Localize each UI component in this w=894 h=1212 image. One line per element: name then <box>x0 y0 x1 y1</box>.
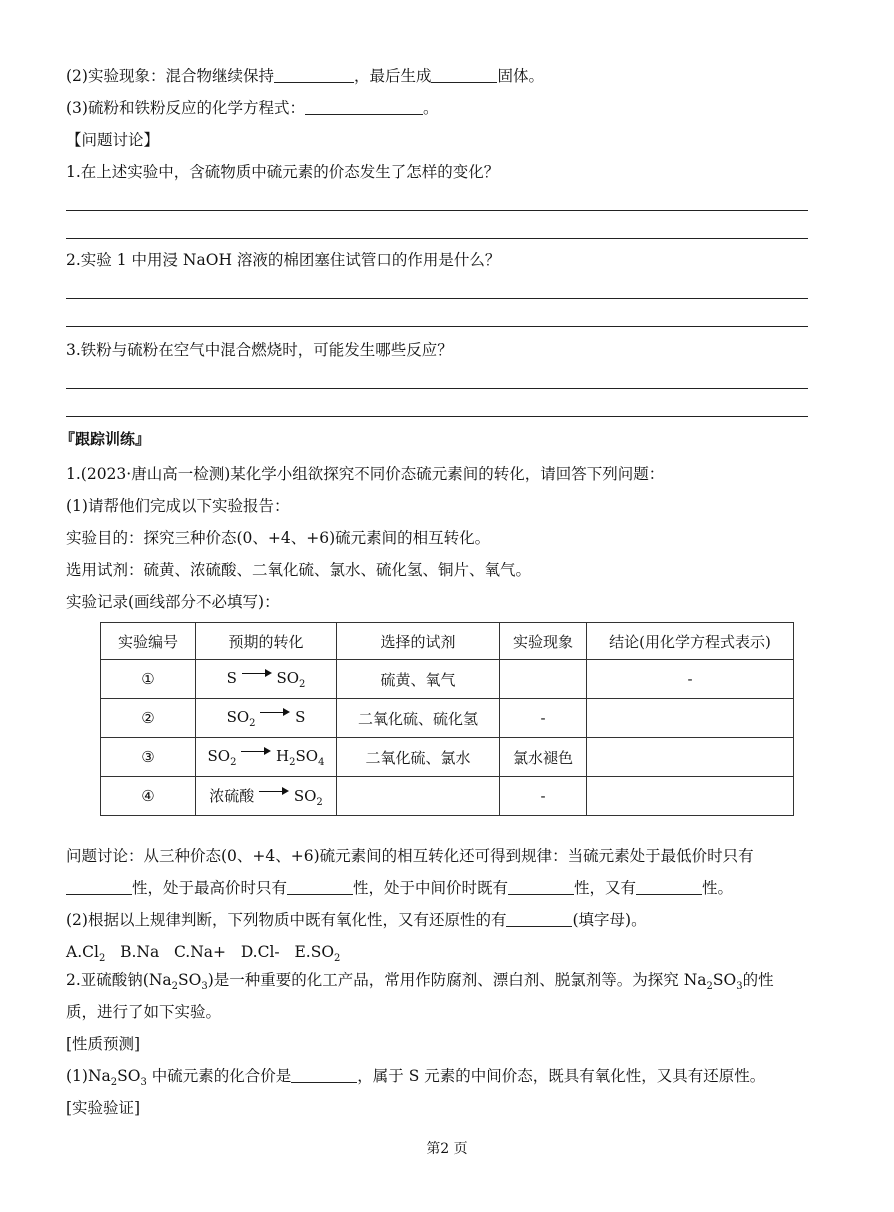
answer-blank <box>508 878 574 895</box>
rule-text-e: 性。 <box>702 879 734 897</box>
subscript: 2 <box>706 981 713 993</box>
conclusion-cell <box>587 699 794 738</box>
transformation <box>196 699 337 738</box>
discussion-question-3: 3.铁粉与硫粉在空气中混合燃烧时，可能发生哪些反应？ <box>66 341 453 359</box>
question-2-intro-line2: 质，进行了如下实验。 <box>66 1003 222 1021</box>
pp-text-a: (1)Na <box>66 1067 111 1085</box>
conclusion-cell: - <box>587 660 794 699</box>
from-species: SO <box>207 746 231 765</box>
answer-blank <box>506 910 572 927</box>
experiment-record: 实验记录(画线部分不必填写)： <box>66 593 280 611</box>
p2-text-c: )是一种重要的化工产品，常用作防腐剂、漂白剂、脱氯剂等。为探究 Na <box>207 971 707 989</box>
table-row <box>101 738 794 777</box>
reagent-cell: 二氧化硫、氯水 <box>337 738 500 777</box>
sub2-text: (2)根据以上规律判断，下列物质中既有氧化性，又有还原性的有 <box>66 911 507 929</box>
rule-text-b: 性，处于最高价时只有 <box>132 879 288 897</box>
table-header-row <box>101 623 794 660</box>
phenomenon-cell: - <box>500 699 587 738</box>
from-species: 浓硫酸 <box>209 786 255 805</box>
subscript: 3 <box>140 1077 147 1089</box>
option-e: E.SO <box>294 943 335 961</box>
phenomenon-cell <box>500 660 587 699</box>
row-number: ④ <box>101 777 196 816</box>
answer-blank <box>305 98 423 115</box>
conclusion-cell <box>587 777 794 816</box>
reagent-cell: 硫黄、氧气 <box>337 660 500 699</box>
answer-blank <box>431 66 497 83</box>
table-header: 实验编号 <box>101 623 196 660</box>
subscript: 2 <box>171 981 179 993</box>
p2-text-a: 2.亚硫酸钠(Na <box>66 971 172 989</box>
p2-text-e: 的性 <box>742 971 774 989</box>
option-b: B.Na <box>120 943 160 961</box>
experiment-purpose: 实验目的：探究三种价态(0、+4、+6)硫元素间的相互转化。 <box>66 529 491 547</box>
predict-heading: [性质预测] <box>66 1035 141 1053</box>
pp-text-c: 中硫元素的化合价是 <box>146 1067 292 1085</box>
answer-line <box>66 298 808 299</box>
p2-text-b: SO <box>178 971 202 989</box>
to-species-tail: SO <box>295 746 319 765</box>
answer-blank <box>287 878 353 895</box>
table-row <box>101 699 794 738</box>
reagent-cell: 二氧化硫、硫化氢 <box>337 699 500 738</box>
phenomenon-cell: - <box>500 777 587 816</box>
to-species: H <box>276 746 290 765</box>
subscript: 4 <box>318 756 325 768</box>
phenomenon-cell: 氯水褪色 <box>500 738 587 777</box>
table-header: 结论(用化学方程式表示) <box>587 623 794 660</box>
subscript: 2 <box>299 678 306 690</box>
arrow-icon <box>242 669 272 679</box>
rule-discussion-line-2 <box>66 878 733 898</box>
transformation <box>196 660 337 699</box>
pp-text-b: SO <box>117 1067 141 1085</box>
q3-text-b: 。 <box>422 99 439 117</box>
options-line <box>66 942 340 969</box>
reagent-cell <box>337 777 500 816</box>
discussion-question-1: 1.在上述实验中，含硫物质中硫元素的价态发生了怎样的变化？ <box>66 163 500 181</box>
option-d: D.Cl- <box>240 943 280 961</box>
verify-heading: [实验验证] <box>66 1099 141 1117</box>
p2-text-d: SO <box>712 971 737 989</box>
option-a: A.Cl <box>66 943 99 961</box>
subscript: 2 <box>334 953 341 965</box>
answer-blank <box>274 66 354 83</box>
row-number: ② <box>101 699 196 738</box>
answer-line <box>66 238 808 239</box>
discussion-heading: 【问题讨论】 <box>66 131 160 149</box>
training-sub-1: (1)请帮他们完成以下实验报告： <box>66 497 290 515</box>
table-header: 实验现象 <box>500 623 587 660</box>
discussion-question-2: 2.实验 1 中用浸 NaOH 溶液的棉团塞住试管口的作用是什么？ <box>66 251 501 269</box>
question-3-line <box>66 98 438 118</box>
answer-blank <box>66 878 132 895</box>
answer-blank <box>291 1066 357 1083</box>
subscript: 2 <box>249 717 256 729</box>
subscript: 2 <box>316 796 323 808</box>
pp-text-d: ，属于 S 元素的中间价态，既具有氧化性，又具有还原性。 <box>357 1067 766 1085</box>
predict-question-1 <box>66 1066 765 1093</box>
subscript: 2 <box>230 756 237 768</box>
answer-line <box>66 416 808 417</box>
subscript: 2 <box>110 1077 118 1089</box>
transformation <box>196 777 337 816</box>
answer-line <box>66 210 808 211</box>
rule-discussion-line-1: 问题讨论：从三种价态(0、+4、+6)硫元素间的相互转化还可得到规律：当硫元素处于最低价时只有 <box>66 847 754 865</box>
transformation <box>196 738 337 777</box>
training-question-1: 1.(2023·唐山高一检测)某化学小组欲探究不同价态硫元素间的转化，请回答下列问题： <box>66 465 665 483</box>
subscript: 3 <box>201 981 208 993</box>
to-species: S <box>295 707 306 726</box>
row-number: ③ <box>101 738 196 777</box>
q2-text-b: ，最后生成 <box>353 67 432 85</box>
rule-text-d: 性，又有 <box>574 879 637 897</box>
subscript: 3 <box>736 981 743 993</box>
question-2-intro <box>66 970 774 997</box>
table-header: 预期的转化 <box>196 623 337 660</box>
option-c: C.Na+ <box>174 943 227 961</box>
experiment-table <box>100 622 794 816</box>
experiment-reagents: 选用试剂：硫黄、浓硫酸、二氧化硫、氯水、硫化氢、铜片、氧气。 <box>66 561 532 579</box>
arrow-icon <box>259 787 289 797</box>
q2-text: (2)实验现象：混合物继续保持 <box>66 67 274 85</box>
conclusion-cell <box>587 738 794 777</box>
q3-text: (3)硫粉和铁粉反应的化学方程式： <box>66 99 305 117</box>
training-sub-2 <box>66 910 647 930</box>
subscript: 2 <box>98 953 106 965</box>
subscript: 2 <box>289 756 296 768</box>
row-number: ① <box>101 660 196 699</box>
arrow-icon <box>241 747 271 757</box>
answer-blank <box>636 878 702 895</box>
from-species: SO <box>226 707 250 726</box>
answer-line <box>66 388 808 389</box>
answer-line <box>66 326 808 327</box>
arrow-icon <box>260 708 290 718</box>
to-species: SO <box>293 786 317 805</box>
from-species: S <box>226 668 237 687</box>
table-row <box>101 660 794 699</box>
table-row <box>101 777 794 816</box>
sub2-text-b: (填字母)。 <box>572 911 647 929</box>
question-2-line <box>66 66 544 86</box>
page-footer: 第2 页 <box>426 1141 468 1157</box>
training-tag: 『跟踪训练』 <box>60 430 151 448</box>
q2-text-c: 固体。 <box>497 67 544 85</box>
to-species: SO <box>276 668 300 687</box>
rule-text-c: 性，处于中间价时既有 <box>353 879 509 897</box>
table-header: 选择的试剂 <box>337 623 500 660</box>
